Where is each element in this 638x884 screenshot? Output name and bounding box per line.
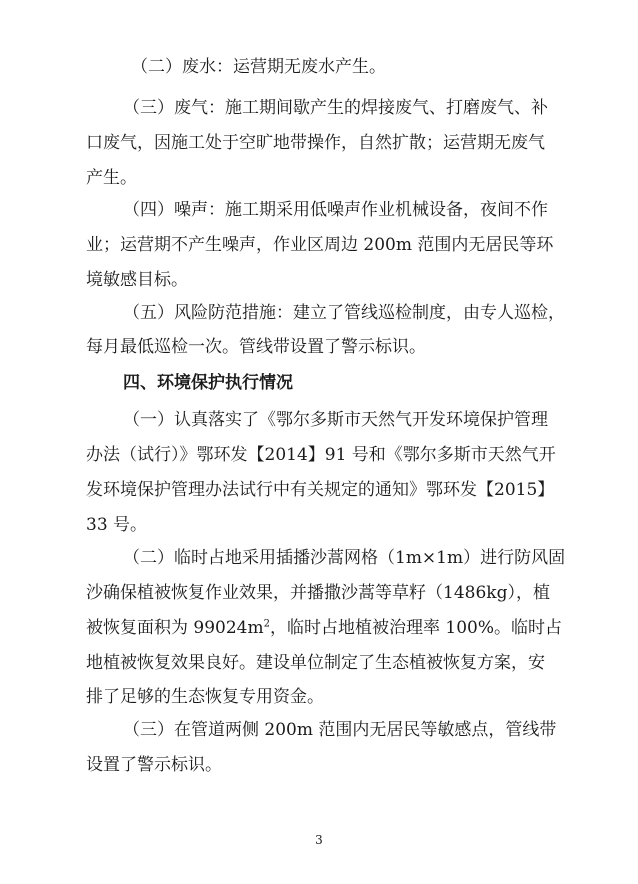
paragraph-risk-line-2: 每月最低巡检一次。管线带设置了警示标识。 (86, 337, 426, 357)
page-number: 3 (315, 833, 323, 847)
paragraph-implementation-1-line-1: （一）认真落实了《鄂尔多斯市天然气开发环境保护管理 (123, 410, 548, 430)
paragraph-implementation-2-line-2: 沙确保植被恢复作业效果，并播撒沙蒿等草籽（1486kg），植 (86, 583, 550, 603)
paragraph-exhaust-line-3: 产生。 (86, 168, 137, 188)
paragraph-implementation-3-line-2: 设置了警示标识。 (86, 755, 222, 775)
paragraph-noise-line-1: （四）噪声：施工期采用低噪声作业机械设备，夜间不作 (123, 200, 548, 220)
line-text-after-superscript: ，临时占地植被治理率 100%。临时占 (269, 618, 562, 638)
paragraph-implementation-1-line-2: 办法（试行）》鄂环发【2014】91 号和《鄂尔多斯市天然气开 (86, 445, 556, 465)
paragraph-implementation-3-line-1: （三）在管道两侧 200m 范围内无居民等敏感点，管线带 (123, 720, 557, 740)
superscript: 2 (263, 618, 270, 630)
paragraph-wastewater-line-1: （二）废水：运营期无废水产生。 (131, 57, 386, 77)
paragraph-implementation-2-line-1: （二）临时占地采用插播沙蒿网格（1m×1m）进行防风固 (123, 548, 566, 568)
line-text-before-superscript: 被恢复面积为 99024m (86, 618, 264, 638)
paragraph-noise-line-3: 境敏感目标。 (86, 270, 188, 290)
paragraph-implementation-2-line-5: 排了足够的生态恢复专用资金。 (86, 687, 324, 707)
paragraph-implementation-1-line-3: 发环境保护管理办法试行中有关规定的通知》鄂环发【2015】 (86, 480, 555, 500)
paragraph-implementation-1-line-4: 33 号。 (86, 515, 148, 535)
paragraph-exhaust-line-1: （三）废气：施工期间歇产生的焊接废气、打磨废气、补 (123, 98, 548, 118)
paragraph-noise-line-2: 业；运营期不产生噪声，作业区周边 200m 范围内无居民等环 (86, 235, 554, 255)
paragraph-risk-line-1: （五）风险防范措施：建立了管线巡检制度，由专人巡检， (123, 303, 565, 323)
paragraph-implementation-2-line-3 (86, 617, 562, 639)
paragraph-implementation-2-line-4: 地植被恢复效果良好。建设单位制定了生态植被恢复方案，安 (86, 653, 545, 673)
section-heading: 四、环境保护执行情况 (123, 373, 293, 393)
paragraph-exhaust-line-2: 口废气，因施工处于空旷地带操作，自然扩散；运营期无废气 (86, 133, 545, 153)
